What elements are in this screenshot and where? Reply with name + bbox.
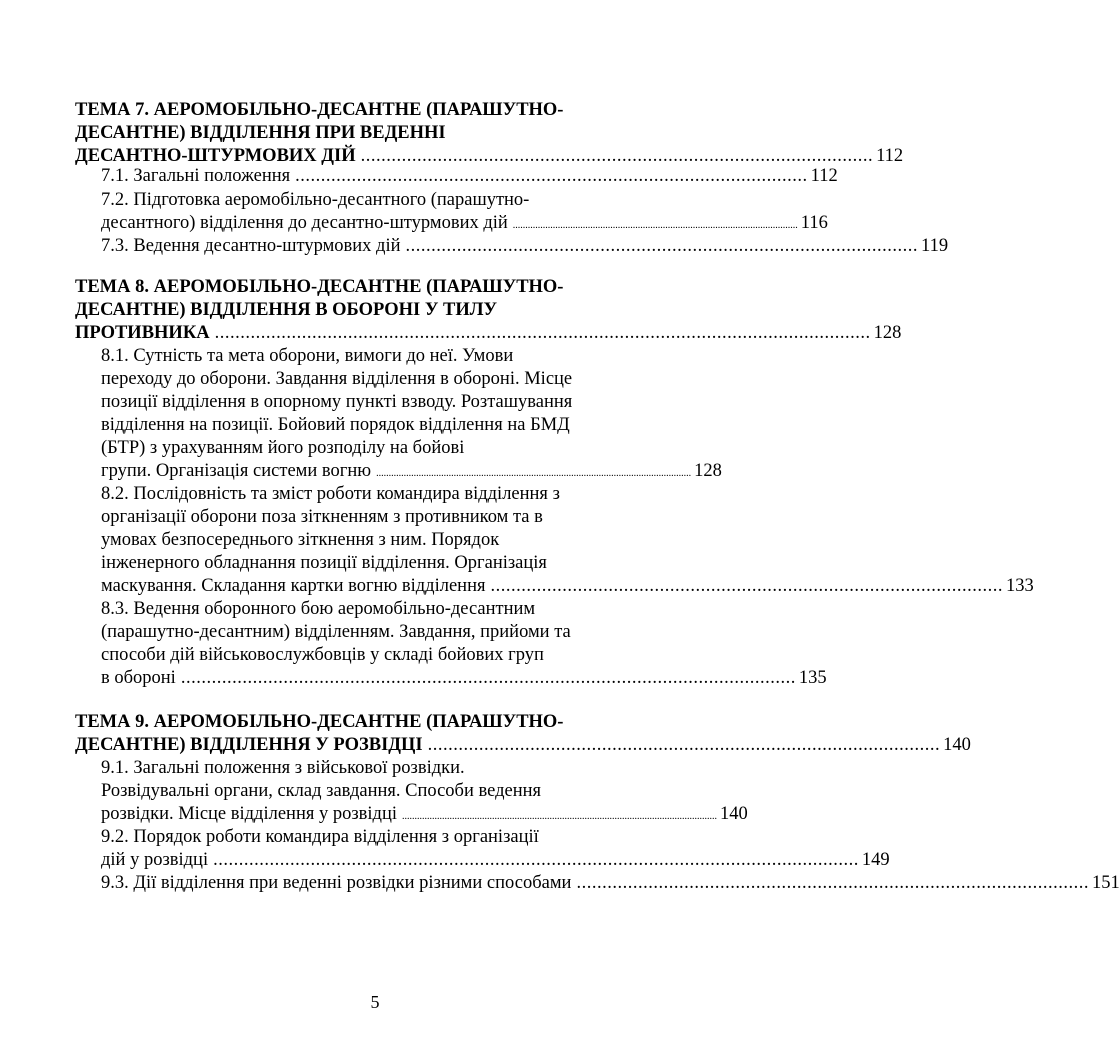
section-8-2-entry[interactable] [101, 575, 1034, 598]
topic-8-heading-text: ПРОТИВНИКА [75, 323, 210, 343]
section-8-3-line-1: 8.3. Ведення оборонного бою аеромобільно-десантним [101, 599, 536, 619]
section-9-1-line-1: 9.1. Загальні положення з військової розвідки. [101, 758, 465, 778]
section-7-1-entry[interactable] [101, 165, 838, 188]
topic-9-heading-line-2[interactable] [75, 734, 971, 757]
section-8-1-title-end: групи. Організація системи вогню [101, 461, 372, 481]
topic-8-heading-line-2: ДЕСАНТНЕ) ВІДДІЛЕННЯ В ОБОРОНІ У ТИЛУ [75, 300, 498, 320]
topic-7-page-number: 112 [876, 146, 904, 166]
dot-leader: .................................................................................................... [295, 166, 808, 186]
section-8-3-line-2: (парашутно-десантним) відділенням. Завдання, прийоми та [101, 622, 571, 642]
section-7-1-title: 7.1. Загальні положення [101, 166, 291, 186]
section-8-3-entry[interactable] [101, 667, 827, 690]
topic-9-page-number: 140 [943, 735, 971, 755]
section-9-2-entry[interactable] [101, 849, 890, 872]
section-9-1-title-end: розвідки. Місце відділення у розвідці [101, 804, 397, 824]
section-8-2-line-3: умовах безпосереднього зіткнення з ним. Порядок [101, 530, 500, 550]
topic-7-heading-line-1: ТЕМА 7. АЕРОМОБІЛЬНО-ДЕСАНТНЕ (ПАРАШУТНО- [75, 100, 564, 120]
dot-leader: .................................................................................................... [490, 576, 1003, 596]
section-7-3-page-number: 119 [921, 236, 949, 256]
topic-9-heading-text: ДЕСАНТНЕ) ВІДДІЛЕННЯ У РОЗВІДЦІ [75, 735, 423, 755]
dot-leader: .............................................................................................................................. [213, 850, 859, 870]
dot-leader: .................................................................................................................. [512, 220, 798, 231]
dot-leader: .................................................................................................... [427, 735, 941, 755]
section-7-2-page-number: 116 [800, 213, 828, 233]
section-8-2-page-number: 133 [1005, 576, 1034, 596]
dot-leader: .............................................................................................................................. [402, 811, 717, 822]
dot-leader: .................................................................................................... [405, 236, 918, 256]
section-8-3-line-3: способи дій військовослужбовців у складі бойових груп [101, 645, 544, 665]
section-9-1-entry[interactable] [101, 803, 748, 828]
section-9-1-page-number: 140 [720, 804, 748, 824]
section-9-2-title-end: дій у розвідці [101, 850, 209, 870]
section-7-3-entry[interactable] [101, 235, 949, 258]
section-9-2-page-number: 149 [861, 850, 890, 870]
topic-8-heading-line-3[interactable] [75, 322, 902, 345]
section-9-3-page-number: 151 [1091, 873, 1120, 893]
section-7-2-entry[interactable] [101, 212, 828, 237]
section-8-1-line-3: позиції відділення в опорному пункті взводу. Розташування [101, 392, 573, 412]
dot-leader: ........................................................................................................................ [180, 668, 796, 688]
topic-7-heading-text: ДЕСАНТНО-ШТУРМОВИХ ДІЙ [75, 146, 356, 166]
section-8-2-title-end: маскування. Складання картки вогню відділення [101, 576, 486, 596]
topic-7-heading-line-2: ДЕСАНТНЕ) ВІДДІЛЕННЯ ПРИ ВЕДЕННІ [75, 123, 446, 143]
section-8-1-line-2: переходу до оборони. Завдання відділення в обороні. Місце [101, 369, 573, 389]
section-9-3-entry[interactable] [101, 872, 1120, 895]
section-8-2-line-2: організації оборони поза зіткненням з противником та в [101, 507, 543, 527]
section-8-1-page-number: 128 [694, 461, 722, 481]
dot-leader: ................................................................................................................................ [214, 323, 871, 343]
dot-leader: .................................................................................................... [360, 146, 874, 166]
topic-9-heading-line-1: ТЕМА 9. АЕРОМОБІЛЬНО-ДЕСАНТНЕ (ПАРАШУТНО- [75, 712, 564, 732]
section-8-1-line-5: (БТР) з урахуванням його розподілу на бойові [101, 438, 465, 458]
topic-8-heading-line-1: ТЕМА 8. АЕРОМОБІЛЬНО-ДЕСАНТНЕ (ПАРАШУТНО- [75, 277, 564, 297]
dot-leader: .................................................................................................... [576, 873, 1089, 893]
section-7-2-line-1: 7.2. Підготовка аеромобільно-десантного (парашутно- [101, 190, 530, 210]
section-7-2-title: десантного) відділення до десантно-штурмових дій [101, 213, 508, 233]
topic-8-page-number: 128 [873, 323, 902, 343]
section-9-2-line-1: 9.2. Порядок роботи командира відділення з організації [101, 827, 539, 847]
dot-leader: .............................................................................................................................. [376, 468, 692, 479]
section-8-2-line-1: 8.2. Послідовність та зміст роботи командира відділення з [101, 484, 560, 504]
section-8-3-page-number: 135 [798, 668, 827, 688]
section-7-1-page-number: 112 [810, 166, 838, 186]
section-9-3-title: 9.3. Дії відділення при веденні розвідки різними способами [101, 873, 572, 893]
section-8-1-line-1: 8.1. Сутність та мета оборони, вимоги до неї. Умови [101, 346, 514, 366]
section-8-2-line-4: інженерного обладнання позиції відділення. Організація [101, 553, 547, 573]
section-8-1-entry[interactable] [101, 460, 722, 485]
section-7-3-title: 7.3. Ведення десантно-штурмових дій [101, 236, 401, 256]
section-9-1-line-2: Розвідувальні органи, склад завдання. Способи ведення [101, 781, 542, 801]
section-8-1-line-4: відділення на позиції. Бойовий порядок відділення на БМД [101, 415, 570, 435]
page-number: 5 [370, 992, 380, 1012]
section-8-3-title-end: в обороні [101, 668, 176, 688]
